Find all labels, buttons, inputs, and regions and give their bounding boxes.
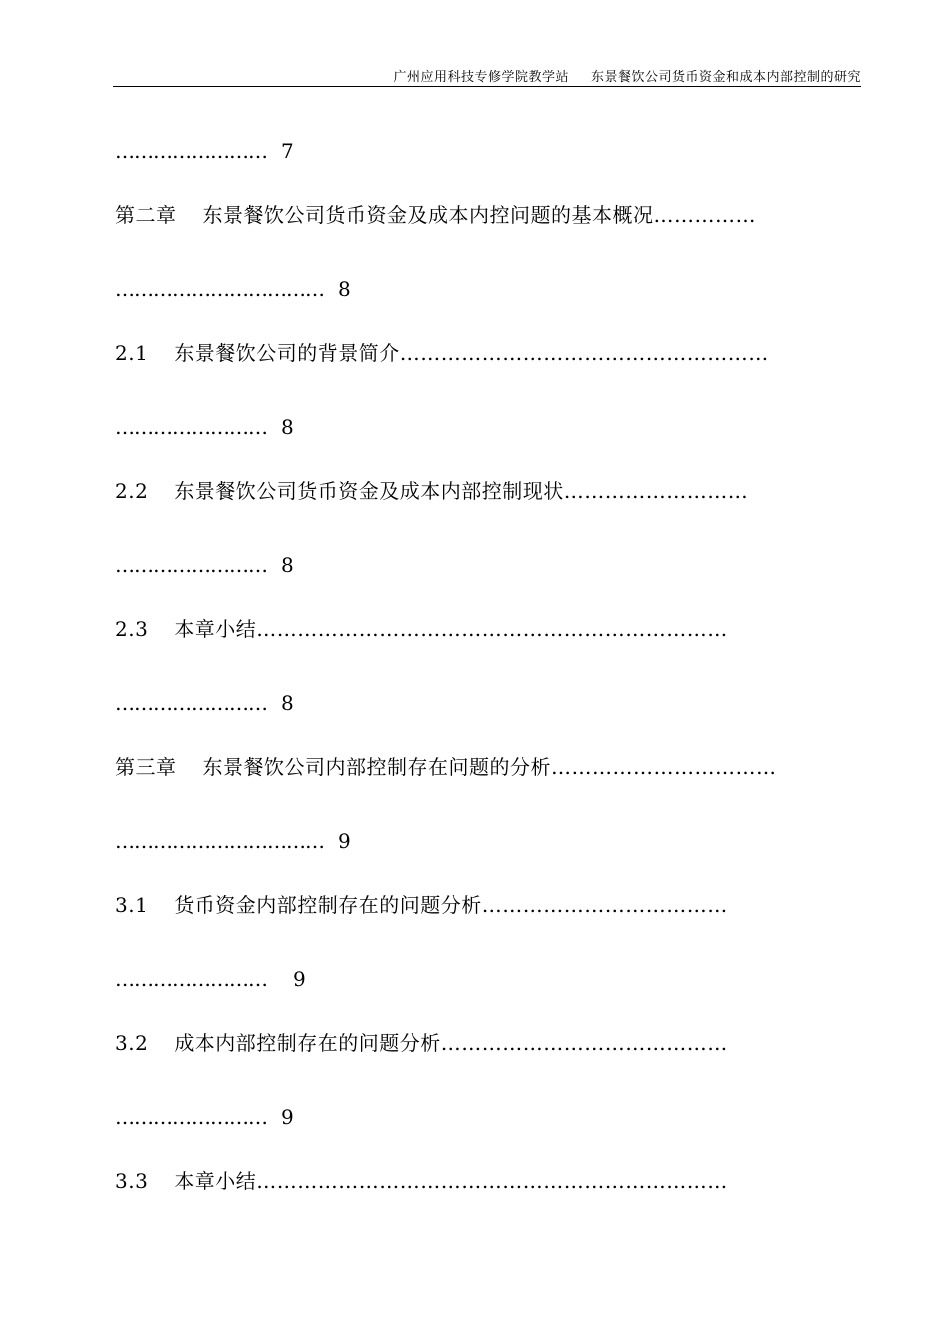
toc-entry-chapter-3 — [115, 752, 857, 782]
toc-title: 本章小结…………………………………………………………… — [174, 617, 728, 641]
toc-entry-continuation — [115, 688, 857, 718]
toc-entry-continuation — [115, 274, 857, 304]
toc-leader-dots: …………………… — [115, 691, 267, 715]
toc-title: 本章小结…………………………………………………………… — [174, 1169, 728, 1193]
toc-leader-dots: …………………… — [115, 1105, 267, 1129]
toc-page-number: 7 — [281, 139, 295, 163]
toc-entry-2-3 — [115, 614, 857, 644]
toc-number: 第三章 — [115, 755, 177, 779]
toc-entry-continuation — [115, 826, 857, 856]
toc-title: 东景餐饮公司货币资金及成本内部控制现状……………………… — [174, 479, 749, 503]
toc-entry-2-1 — [115, 338, 857, 368]
toc-leader-dots: …………………… — [115, 139, 267, 163]
toc-leader-dots: …………………………… — [115, 277, 324, 301]
toc-entry-chapter-2 — [115, 200, 857, 230]
toc-page-number: 9 — [293, 967, 307, 991]
toc-number: 3.1 — [115, 893, 149, 917]
toc-entry-continuation — [115, 964, 857, 994]
header-thesis-title: 东景餐饮公司货币资金和成本内部控制的研究 — [590, 70, 861, 85]
toc-leader-dots: …………………… — [115, 415, 267, 439]
toc-page-number: 8 — [338, 277, 352, 301]
toc-number: 2.1 — [115, 341, 149, 365]
toc-entry-3-3 — [115, 1166, 857, 1196]
toc-entry-continuation — [115, 412, 857, 442]
toc-entry-3-2 — [115, 1028, 857, 1058]
toc-entry-3-1 — [115, 890, 857, 920]
header-institution: 广州应用科技专修学院教学站 — [393, 70, 569, 85]
header-rule — [113, 86, 861, 87]
toc-number: 3.2 — [115, 1031, 149, 1055]
toc-entry-continuation — [115, 136, 857, 166]
toc-page-number: 8 — [281, 691, 295, 715]
toc-page-number: 9 — [338, 829, 352, 853]
toc-leader-dots: …………………………… — [115, 829, 324, 853]
toc-title: 货币资金内部控制存在的问题分析……………………………… — [174, 893, 728, 917]
toc-number: 3.3 — [115, 1169, 149, 1193]
toc-page-number: 8 — [281, 415, 295, 439]
toc-title: 成本内部控制存在的问题分析…………………………………… — [174, 1031, 728, 1055]
toc-title: 东景餐饮公司货币资金及成本内控问题的基本概况…………… — [202, 203, 756, 227]
toc-entry-2-2 — [115, 476, 857, 506]
page-header — [113, 66, 861, 86]
toc-page-number: 9 — [281, 1105, 295, 1129]
toc-number: 第二章 — [115, 203, 177, 227]
toc-title: 东景餐饮公司内部控制存在问题的分析…………………………… — [202, 755, 777, 779]
toc-leader-dots: …………………… — [115, 553, 267, 577]
toc-entry-continuation — [115, 1102, 857, 1132]
toc-page-number: 8 — [281, 553, 295, 577]
toc-leader-dots: …………………… — [115, 967, 267, 991]
toc-number: 2.3 — [115, 617, 149, 641]
toc-entry-continuation — [115, 550, 857, 580]
toc-title: 东景餐饮公司的背景简介……………………………………………… — [174, 341, 769, 365]
toc-number: 2.2 — [115, 479, 149, 503]
